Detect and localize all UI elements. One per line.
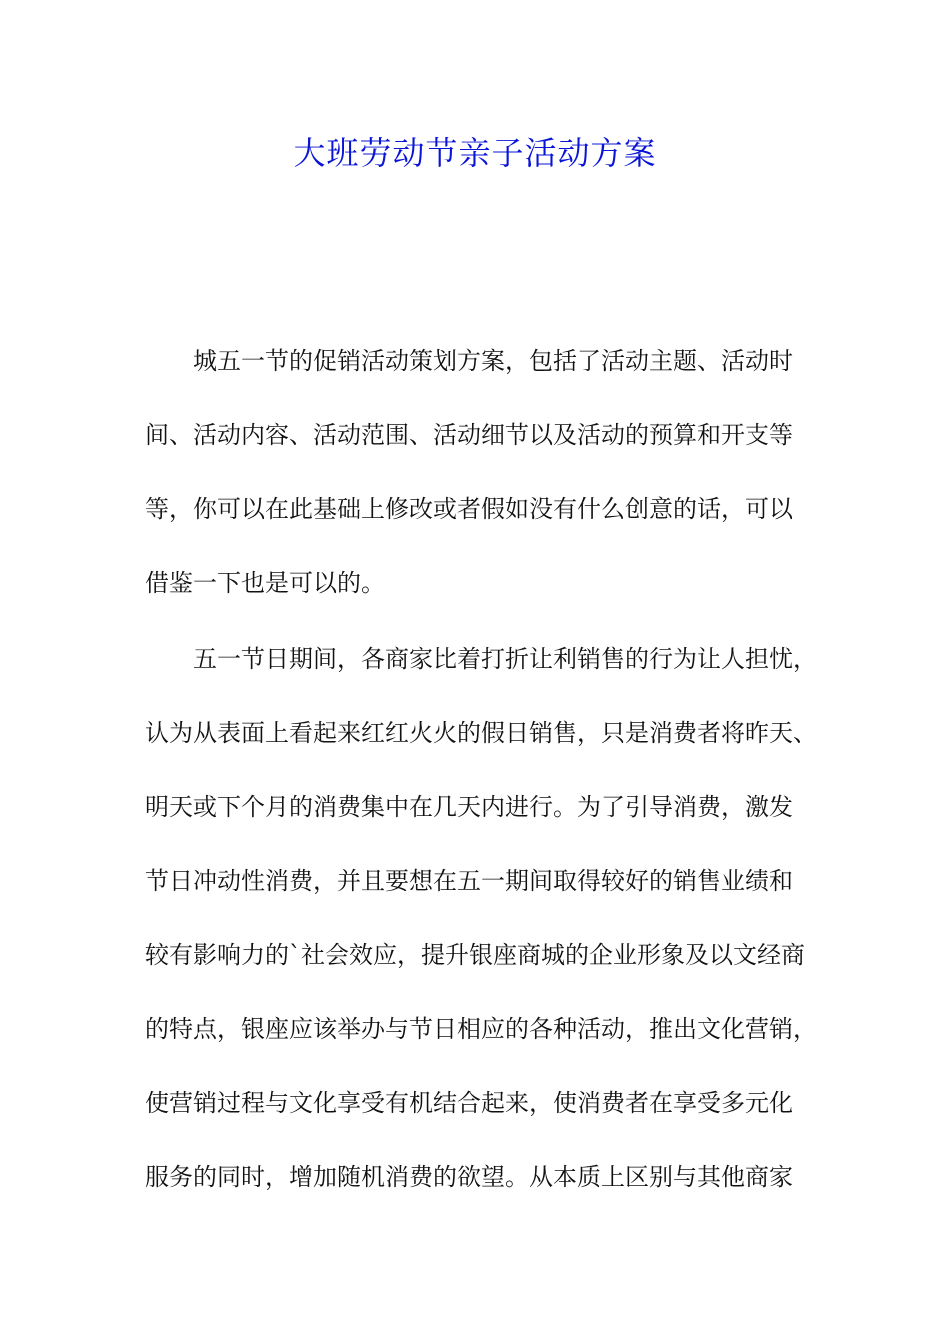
- paragraph-line: 等，你可以在此基础上修改或者假如没有什么创意的话，可以: [145, 495, 793, 523]
- paragraph-line: 的特点，银座应该举办与节日相应的各种活动，推出文化营销，: [145, 1015, 817, 1043]
- paragraph-line: 使营销过程与文化享受有机结合起来，使消费者在享受多元化: [145, 1089, 793, 1117]
- paragraph-line: 服务的同时，增加随机消费的欲望。从本质上区别与其他商家: [145, 1163, 793, 1191]
- paragraph-line: 节日冲动性消费，并且要想在五一期间取得较好的销售业绩和: [145, 867, 793, 895]
- paragraph-line: 借鉴一下也是可以的。: [145, 569, 385, 597]
- paragraph-line: 五一节日期间，各商家比着打折让利销售的行为让人担忧，: [193, 645, 817, 673]
- paragraph-line: 间、活动内容、活动范围、活动细节以及活动的预算和开支等: [145, 421, 793, 449]
- paragraph-2: [145, 622, 835, 1214]
- paragraph-line: 认为从表面上看起来红红火火的假日销售，只是消费者将昨天、: [145, 719, 817, 747]
- paragraph-line: 明天或下个月的消费集中在几天内进行。为了引导消费，激发: [145, 793, 793, 821]
- paragraph-line: 较有影响力的`社会效应，提升银座商城的企业形象及以文经商: [145, 941, 805, 969]
- paragraph-1: [145, 324, 835, 620]
- document-title: 大班劳动节亲子活动方案: [293, 134, 657, 172]
- paragraph-line: 城五一节的促销活动策划方案，包括了活动主题、活动时: [193, 347, 793, 375]
